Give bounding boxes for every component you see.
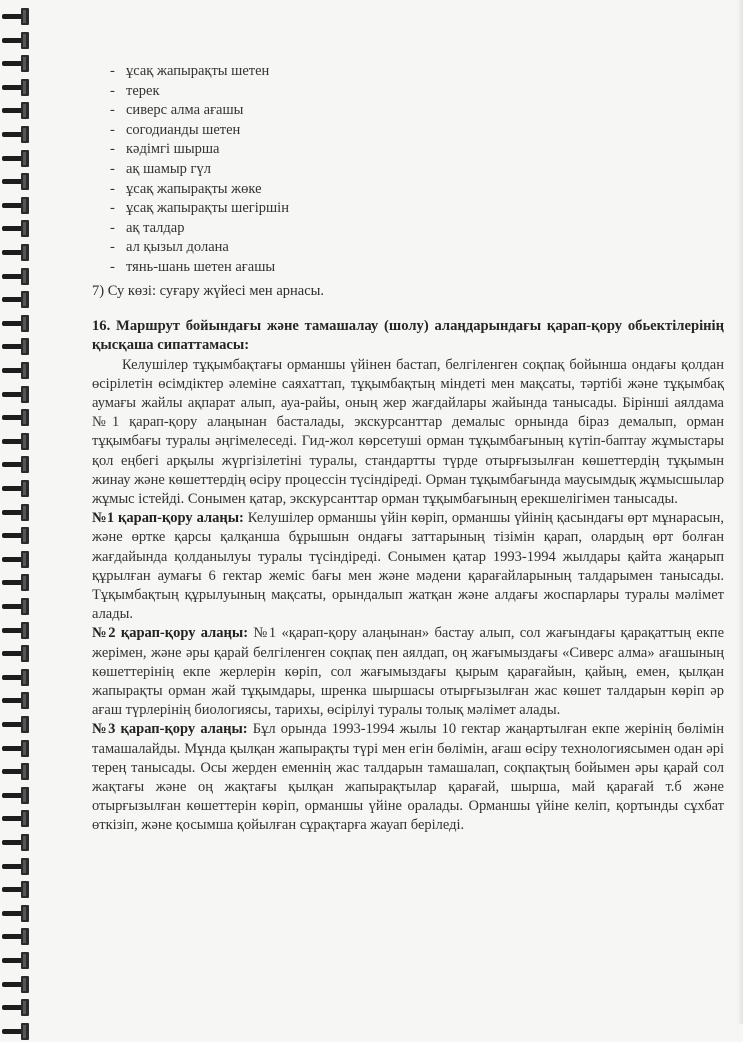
punch-hole bbox=[21, 527, 29, 544]
area-1-paragraph bbox=[92, 509, 724, 624]
punch-hole bbox=[21, 79, 29, 96]
binding-coil bbox=[2, 456, 32, 475]
punch-hole bbox=[21, 8, 29, 25]
list-item-7: 7) Су көзі: суғару жүйесі мен арнасы. bbox=[92, 282, 324, 299]
list-dash: - bbox=[110, 219, 115, 236]
section-16-title: 16. Маршрут бойындағы және тамашалау (шолу) алаңдарындағы қарап-қору обьектілерінің қысқаша сипаттамасы: bbox=[92, 317, 724, 354]
punch-hole bbox=[21, 173, 29, 190]
binding-coil bbox=[2, 386, 32, 405]
punch-hole bbox=[21, 456, 29, 473]
punch-hole bbox=[21, 220, 29, 237]
punch-hole bbox=[21, 126, 29, 143]
punch-hole bbox=[21, 645, 29, 662]
binding-coil bbox=[2, 102, 32, 121]
binding-coil bbox=[2, 173, 32, 192]
plant-name: ал қызыл долана bbox=[126, 239, 229, 256]
plant-list bbox=[92, 62, 724, 278]
binding-coil bbox=[2, 881, 32, 900]
binding-coil bbox=[2, 716, 32, 735]
spiral-binding bbox=[0, 0, 40, 1024]
binding-coil bbox=[2, 928, 32, 947]
punch-hole bbox=[21, 244, 29, 261]
area-2-label: №2 қарап-қору алаңы: bbox=[92, 625, 249, 642]
list-dash: - bbox=[110, 121, 115, 138]
plant-name: сиверс алма ағашы bbox=[126, 102, 244, 119]
punch-hole bbox=[21, 338, 29, 355]
punch-hole bbox=[21, 32, 29, 49]
punch-hole bbox=[21, 386, 29, 403]
punch-hole bbox=[21, 574, 29, 591]
punch-hole bbox=[21, 622, 29, 639]
binding-coil bbox=[2, 504, 32, 523]
section-16-intro: Келушілер тұқымбақтағы орманшы үйінен бастап, белгіленген соқпақ бойынша ондағы қолдан өсірілетін өсімдіктер әлеміне саяхаттап, тұқымбақтың міндеті мен мақсаты, тәртібі және тұқымбақ аумағы жайлы ақпарат алып, ауа-райы, оның жер жағдайлары жайында танысады. Бірінші аялдама №1 қарап-қору алаңынан басталады, экскурсанттар демалыс орнында біраз демалып, орман тұқымбағы туралы әңгімелеседі. Гид-жол көрсетуші орман тұқымбағының күтіп-баптау жұмыстары қол еңбегі арқылы жүргізілетіні туралы, стандартты түрде отырғызылған көшеттердің тұқымын жинау және көшеттердің өсіру процессін түсіндіреді. Орман тұқымбағында маусымдық жұмысшылар жұмыс істейді. Сонымен қатар, экскурсанттар орман тұқымбағының ерекшелігімен танысады. bbox=[92, 356, 724, 507]
list-dash: - bbox=[110, 180, 115, 197]
binding-coil bbox=[2, 834, 32, 853]
punch-hole bbox=[21, 952, 29, 969]
punch-hole bbox=[21, 409, 29, 426]
area-2-paragraph bbox=[92, 624, 724, 720]
area-3-text: Бұл орында 1993-1994 жылы 10 гектар жаңартылған екпе жерінің бөлімін тамашалайды. Мұнда қылқан жапырақты түрі мен егін бөлімін, ағаш өсіру технологиясымен одан әрі терең танысады. Осы жерден еменнің жас талдарын тамашалап, соқпақтың бойымен әры қарай сол жақтағы және оң жақтағы қылқан жапырақтылар қарағай, шырша, май қарағай т.б және отырғызылған көшеттерін көріп, орманшы үйіне оралады. Орманшы үйіне келіп, қортынды сұхбат өткізіп, және қосымша қойылған сұрақтарға жауап беріледі. bbox=[92, 721, 724, 834]
binding-coil bbox=[2, 669, 32, 688]
punch-hole bbox=[21, 197, 29, 214]
punch-hole bbox=[21, 669, 29, 686]
plant-name: ақ шамыр гүл bbox=[126, 160, 211, 177]
binding-coil bbox=[2, 79, 32, 98]
binding-coil bbox=[2, 598, 32, 617]
area-3-label: №3 қарап-қору алаңы: bbox=[92, 721, 248, 738]
punch-hole bbox=[21, 810, 29, 827]
binding-coil bbox=[2, 409, 32, 428]
plant-list-item bbox=[110, 219, 724, 239]
punch-hole bbox=[21, 692, 29, 709]
binding-coil bbox=[2, 197, 32, 216]
punch-hole bbox=[21, 504, 29, 521]
punch-hole bbox=[21, 763, 29, 780]
punch-hole bbox=[21, 905, 29, 922]
punch-hole bbox=[21, 834, 29, 851]
binding-coil bbox=[2, 527, 32, 546]
punch-hole bbox=[21, 362, 29, 379]
binding-coil bbox=[2, 315, 32, 334]
plant-name: терек bbox=[126, 82, 160, 99]
punch-hole bbox=[21, 315, 29, 332]
binding-coil bbox=[2, 150, 32, 169]
punch-hole bbox=[21, 787, 29, 804]
binding-coil bbox=[2, 999, 32, 1018]
list-dash: - bbox=[110, 141, 115, 158]
list-dash: - bbox=[110, 160, 115, 177]
punch-hole bbox=[21, 976, 29, 993]
punch-hole bbox=[21, 928, 29, 945]
binding-coil bbox=[2, 952, 32, 971]
punch-hole bbox=[21, 480, 29, 497]
plant-name: ақ талдар bbox=[126, 219, 185, 236]
plant-list-item bbox=[110, 180, 724, 200]
list-dash: - bbox=[110, 102, 115, 119]
plant-list-item bbox=[110, 82, 724, 102]
list-dash: - bbox=[110, 82, 115, 99]
list-dash: - bbox=[110, 63, 115, 79]
plant-name: согодианды шетен bbox=[126, 121, 241, 138]
binding-coil bbox=[2, 740, 32, 759]
punch-hole bbox=[21, 291, 29, 308]
list-dash: - bbox=[110, 239, 115, 256]
binding-coil bbox=[2, 55, 32, 74]
punch-hole bbox=[21, 55, 29, 72]
punch-hole bbox=[21, 268, 29, 285]
binding-coil bbox=[2, 268, 32, 287]
binding-coil bbox=[2, 622, 32, 641]
plant-list-item bbox=[110, 140, 724, 160]
punch-hole bbox=[21, 881, 29, 898]
area-3-paragraph bbox=[92, 720, 724, 835]
plant-name: ұсақ жапырақты шегіршін bbox=[126, 200, 289, 217]
binding-coil bbox=[2, 787, 32, 806]
binding-coil bbox=[2, 810, 32, 829]
plant-list-item bbox=[110, 238, 724, 258]
document-body bbox=[92, 62, 724, 836]
binding-coil bbox=[2, 1023, 32, 1042]
list-dash: - bbox=[110, 200, 115, 217]
area-1-text: Келушілер орманшы үйін көріп, орманшы үйінің қасындағы өрт мұнарасын, және өртке қарсы қалқанша бұрышын ондағы заттарының тізімін қарап, олардың өрт болған жағдайында қолданылуы туралы түсіндіреді. Сонымен қатар 1993-1994 жылдары қайта жаңарып құрылған аумағы 6 гектар жеміс бағы мен және мәдени қарағайларының талдарымен танысады. Тұқымбақтың құрылуының мақсаты, орындалып жатқан және алдағы жоспарлары туралы мәлімет алады. bbox=[92, 510, 724, 623]
binding-coil bbox=[2, 480, 32, 499]
page-edge bbox=[737, 0, 743, 1024]
punch-hole bbox=[21, 716, 29, 733]
binding-coil bbox=[2, 763, 32, 782]
binding-coil bbox=[2, 692, 32, 711]
binding-coil bbox=[2, 976, 32, 995]
binding-coil bbox=[2, 551, 32, 570]
punch-hole bbox=[21, 999, 29, 1016]
punch-hole bbox=[21, 1023, 29, 1040]
plant-list-item bbox=[110, 258, 724, 278]
binding-coil bbox=[2, 32, 32, 51]
plant-name: тянь-шань шетен ағашы bbox=[126, 258, 276, 275]
plant-list-item bbox=[110, 160, 724, 180]
plant-list-item bbox=[110, 101, 724, 121]
list-dash: - bbox=[110, 258, 115, 275]
punch-hole bbox=[21, 740, 29, 757]
binding-coil bbox=[2, 126, 32, 145]
binding-coil bbox=[2, 291, 32, 310]
binding-coil bbox=[2, 362, 32, 381]
punch-hole bbox=[21, 551, 29, 568]
binding-coil bbox=[2, 8, 32, 27]
binding-coil bbox=[2, 574, 32, 593]
binding-coil bbox=[2, 220, 32, 239]
punch-hole bbox=[21, 598, 29, 615]
punch-hole bbox=[21, 433, 29, 450]
binding-coil bbox=[2, 905, 32, 924]
plant-name: ұсақ жапырақты шетен bbox=[126, 63, 270, 79]
binding-coil bbox=[2, 338, 32, 357]
binding-coil bbox=[2, 244, 32, 263]
plant-name: ұсақ жапырақты жөке bbox=[126, 180, 262, 197]
area-1-label: №1 қарап-қору алаңы: bbox=[92, 510, 244, 527]
binding-coil bbox=[2, 433, 32, 452]
area-2-text: №1 «қарап-қору алаңынан» бастау алып, сол жағындағы қарақаттың екпе жерімен, және әры қарай белгіленген соқпақ пен аялдап, оң жағымыздағы «Сиверс алма» ағашының көшеттерінің екпе жерлерін көріп, сол жағымыздағы қырым қарағайын, қайың, емен, қылқан жапырақты орман жай тұқымдары, шренка шыршасы отырғызылған жас көшет талдарын көріп әр ағаш түрлерінің биологиясы, тарихы, өсірілуі туралы толық мәлімет алады. bbox=[92, 625, 725, 719]
binding-coil bbox=[2, 858, 32, 877]
plant-list-item bbox=[110, 62, 724, 82]
punch-hole bbox=[21, 102, 29, 119]
binding-coil bbox=[2, 645, 32, 664]
punch-hole bbox=[21, 858, 29, 875]
punch-hole bbox=[21, 150, 29, 167]
plant-name: кәдімгі шырша bbox=[126, 141, 220, 158]
plant-list-item bbox=[110, 121, 724, 141]
plant-list-item bbox=[110, 199, 724, 219]
